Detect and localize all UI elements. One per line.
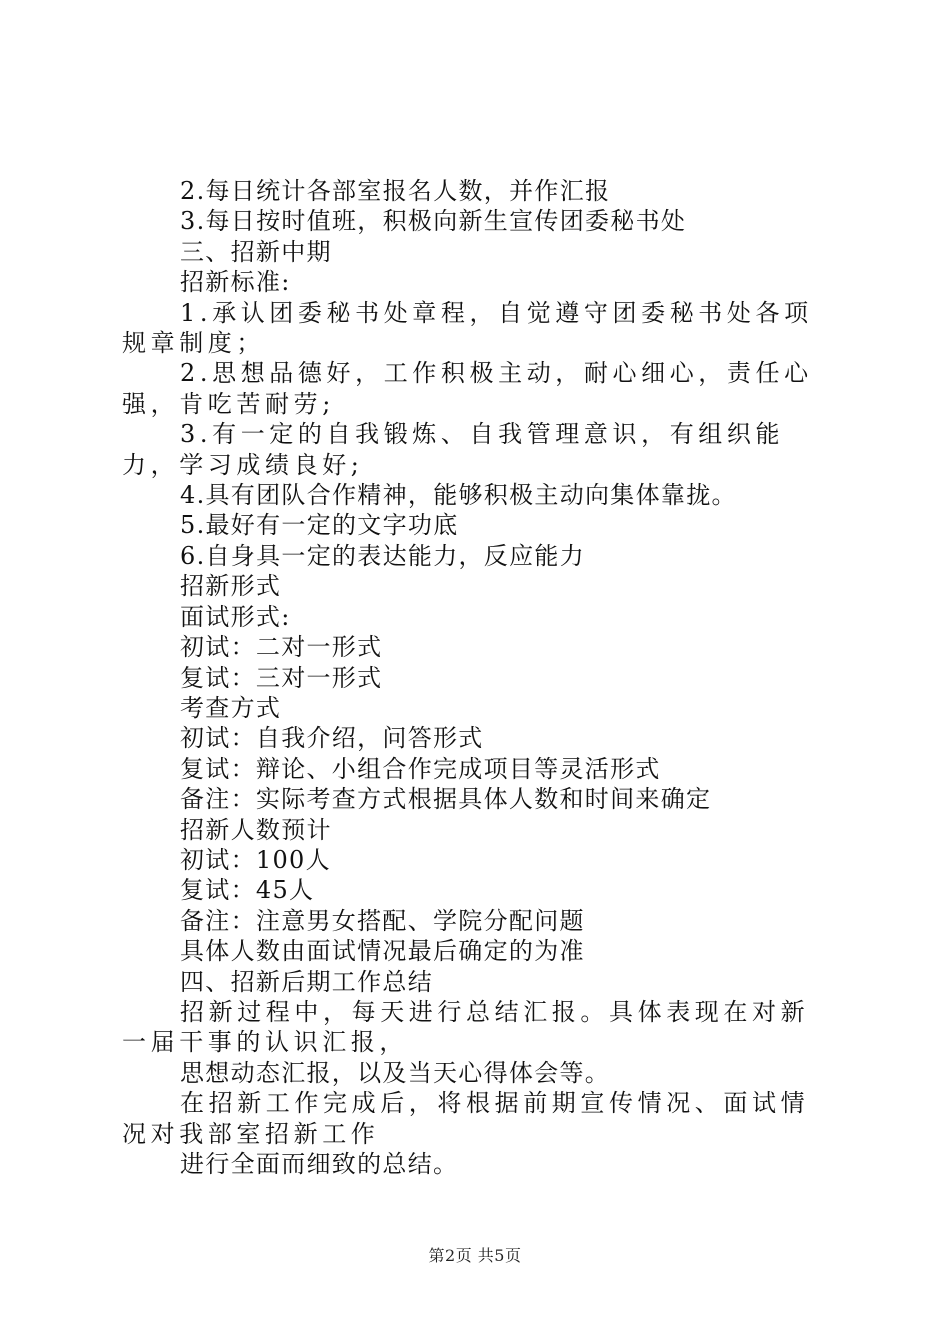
text-paragraph: 2.思想品德好，工作积极主动，耐心细心，责任心强，肯吃苦耐劳; (122, 359, 813, 418)
section-heading: 四、招新后期工作总结 (180, 967, 433, 996)
document-body (122, 176, 832, 1179)
text-line: 进行全面而细致的总结。 (180, 1150, 459, 1178)
text-line: 复试：三对一形式 (180, 663, 383, 692)
text-line: 复试：45人 (180, 876, 315, 905)
text-line: 5.最好有一定的文字功底 (180, 511, 459, 540)
subheading: 面试形式: (180, 602, 291, 631)
text-paragraph: 在招新工作完成后，将根据前期宣传情况、面试情况对我部室招新工作 (122, 1089, 810, 1148)
section-heading: 三、招新中期 (180, 237, 332, 266)
text-line: 4.具有团队合作精神，能够积极主动向集体靠拢。 (180, 481, 737, 510)
text-paragraph: 3.有一定的自我锻炼、自我管理意识，有组织能力，学习成绩良好; (122, 420, 785, 479)
text-line: 6.自身具一定的表达能力，反应能力 (180, 541, 585, 570)
subheading: 考查方式 (180, 693, 282, 722)
text-line: 初试：二对一形式 (180, 633, 383, 662)
text-line: 复试：辩论、小组合作完成项目等灵活形式 (180, 754, 661, 783)
text-line: 2.每日统计各部室报名人数，并作汇报 (180, 177, 611, 205)
text-line: 初试：100人 (180, 845, 331, 874)
text-line: 备注：实际考查方式根据具体人数和时间来确定 (180, 785, 712, 814)
page-number: 第2页 共5页 (428, 1246, 522, 1265)
text-line: 备注：注意男女搭配、学院分配问题 (180, 906, 585, 935)
text-line: 具体人数由面试情况最后确定的为准 (180, 937, 585, 966)
text-line: 思想动态汇报，以及当天心得体会等。 (180, 1058, 611, 1087)
subheading: 招新人数预计 (180, 815, 332, 844)
text-paragraph: 1.承认团委秘书处章程，自觉遵守团委秘书处各项规章制度； (122, 298, 813, 358)
page-footer (0, 1243, 950, 1266)
subheading: 招新形式 (180, 572, 282, 601)
subheading: 招新标准: (180, 268, 291, 297)
text-paragraph: 招新过程中，每天进行总结汇报。具体表现在对新一届干事的认识汇报， (122, 997, 810, 1057)
text-line: 3.每日按时值班，积极向新生宣传团委秘书处 (180, 207, 687, 236)
text-line: 初试：自我介绍，问答形式 (180, 724, 484, 753)
